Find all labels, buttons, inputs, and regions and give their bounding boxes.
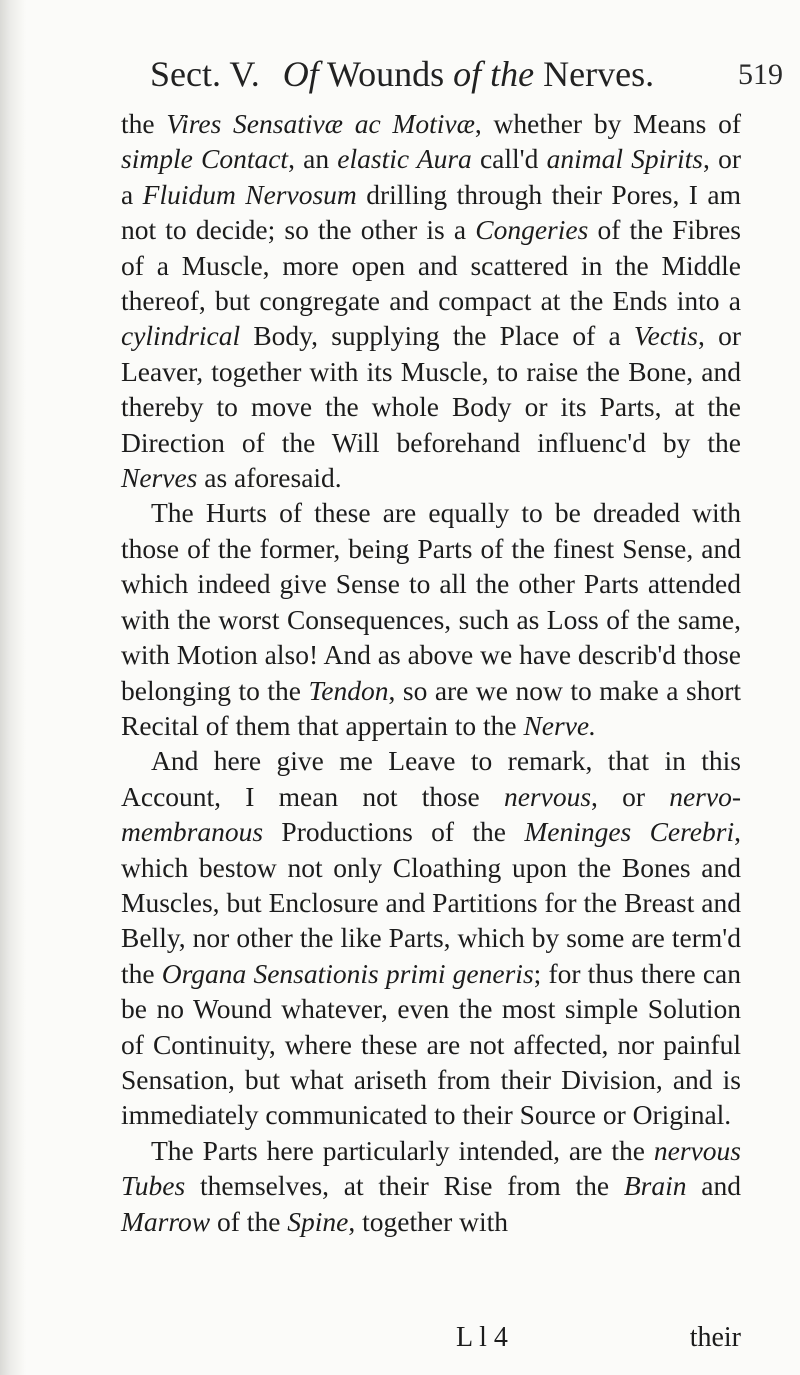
- text-run: as aforesaid.: [197, 462, 342, 494]
- italic-text: Vectis: [633, 320, 699, 352]
- paragraph: [121, 106, 741, 495]
- text-run: Body, supplying the Place of a: [240, 320, 634, 352]
- text-run: themselves, at their Rise from the: [185, 1170, 624, 1202]
- text-run: , together with: [348, 1205, 509, 1237]
- page-number: 519: [738, 58, 783, 91]
- italic-text: Tendon: [308, 674, 389, 706]
- body-text: [121, 106, 741, 1239]
- italic-text: nervo-membranous: [121, 780, 741, 848]
- text-run: , so are we now to make a short Recital of them that appertain to the: [121, 674, 741, 741]
- text-run: Productions of the: [263, 816, 525, 848]
- italic-text: Brain: [623, 1170, 687, 1202]
- italic-text: cylindrical: [121, 320, 241, 352]
- italic-text: nervous: [503, 780, 592, 812]
- text-run: , which bestow not only Cloathing upon the Bones and Muscles, but Enclosure and Partitions for the Breast and Belly, nor other the like Parts, which by some are term'd the: [121, 816, 741, 989]
- section-label: Sect. V.: [150, 54, 260, 94]
- paragraph: [121, 1133, 741, 1239]
- text-run: , an: [288, 143, 338, 175]
- catchword: their: [689, 1322, 741, 1353]
- italic-text: Organa Sensationis primi generis: [161, 957, 534, 989]
- italic-text: Nerve.: [523, 709, 596, 741]
- italic-text: nervous Tubes: [121, 1134, 741, 1202]
- text-run: of the: [210, 1205, 288, 1237]
- running-title-of: Of: [282, 54, 319, 94]
- running-header: [150, 44, 740, 104]
- paragraph: [121, 495, 741, 743]
- paragraph: [121, 743, 741, 1132]
- italic-text: simple Contact: [121, 143, 289, 175]
- text-run: ; for thus there can be no Wound whatever, even the most simple Solution of Continuity, where these are not affected, nor painful Sensation, but what ariseth from their Division, and is immediately communicated to their Source or Original.: [121, 957, 741, 1131]
- italic-text: Marrow: [121, 1205, 211, 1237]
- text-run: the: [121, 108, 167, 139]
- text-run: The Hurts of these are equally to be dreaded with those of the former, being Parts of the finest Sense, and which indeed give Sense to all the other Parts attended with the worst Consequences, such as Loss of the same, with Motion also! And as above we have describ'd those belonging to the: [121, 497, 741, 706]
- text-run: The Parts here particularly intended, are the: [151, 1134, 654, 1166]
- italic-text: elastic Aura: [337, 143, 472, 175]
- italic-text: Congeries: [475, 214, 589, 246]
- text-run: drilling through their Pores, I am not to decide; so the other is a: [121, 178, 741, 246]
- italic-text: Nerves: [121, 462, 198, 494]
- page-footer: [121, 1318, 741, 1358]
- running-title-of-the: of the: [453, 54, 535, 94]
- text-run: And here give me Leave to remark, that in this Account, I mean not those: [121, 745, 741, 812]
- running-title: [283, 54, 654, 94]
- text-run: and: [686, 1170, 741, 1202]
- page-gutter-shadow: [0, 0, 26, 1375]
- italic-text: Fluidum Nervosum: [142, 178, 357, 210]
- text-run: of the Fibres of a Muscle, more open and scattered in the Middle thereof, but congregate and compact at the Ends into a: [121, 214, 741, 317]
- text-run: , whether by Means of: [474, 108, 741, 139]
- italic-text: animal Spirits: [546, 143, 703, 175]
- text-run: , or Leaver, together with its Muscle, to raise the Bone, and thereby to move the whole Body or its Parts, at the Direction of the Will beforehand influenc'd by the: [121, 320, 741, 458]
- running-title-nerves: Nerves.: [543, 54, 655, 94]
- italic-text: Spine: [287, 1205, 349, 1237]
- signature-mark: L l 4: [456, 1322, 508, 1353]
- text-run: call'd: [471, 143, 547, 175]
- italic-text: Meninges Cerebri: [524, 816, 735, 848]
- text-run: , or: [591, 780, 670, 812]
- italic-text: Vires Sensativæ ac Motivæ: [166, 108, 475, 139]
- text-run: , or a: [121, 143, 741, 210]
- running-title-wounds: Wounds: [327, 54, 445, 94]
